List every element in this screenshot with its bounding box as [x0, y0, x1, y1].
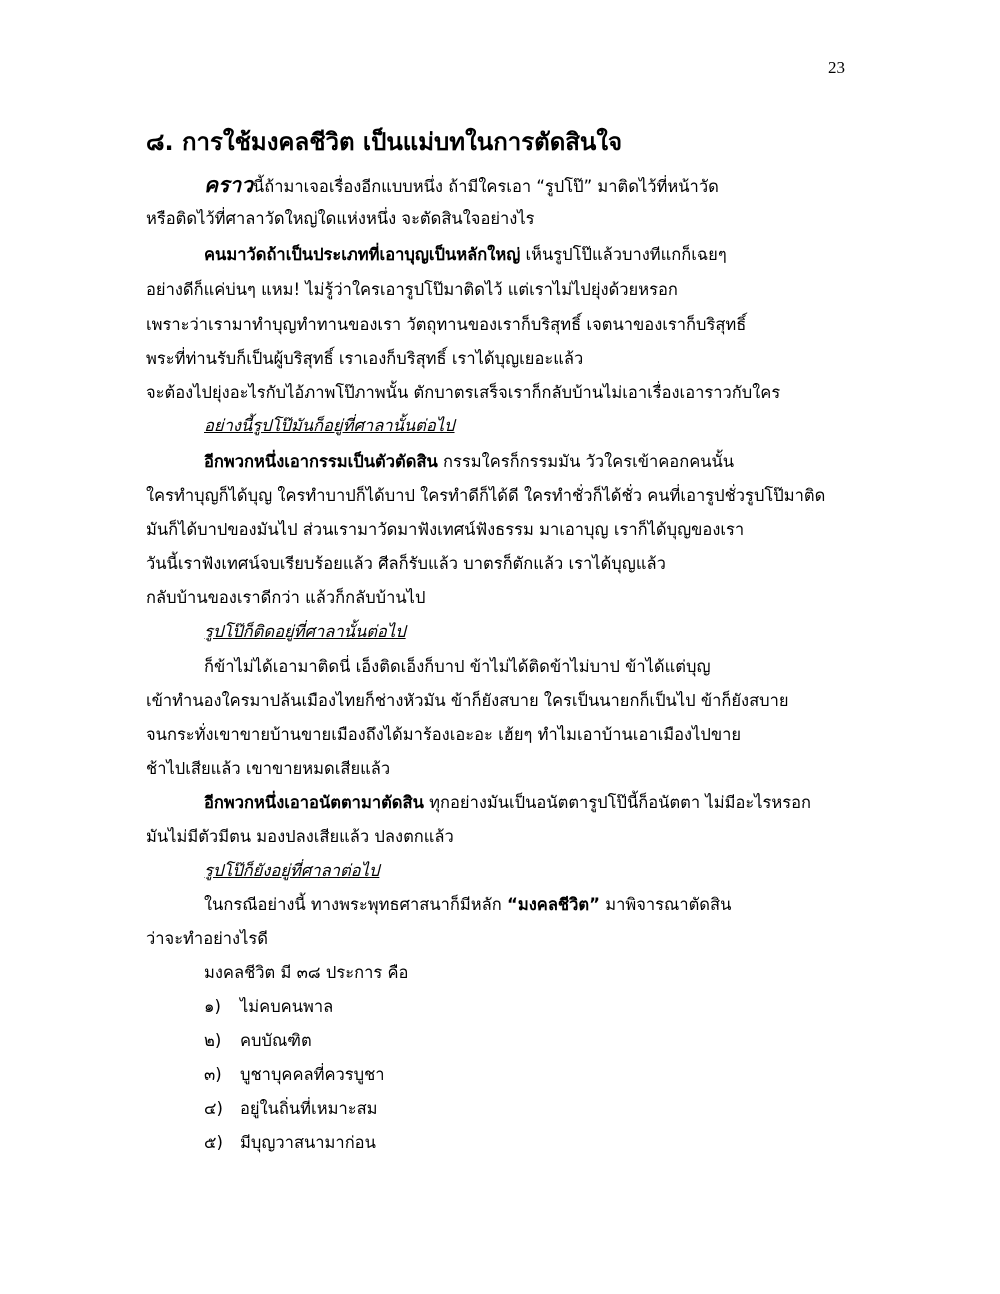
paragraph-2-line-1	[204, 243, 727, 267]
list-item	[204, 1097, 378, 1121]
paragraph-4-line-4: ช้าไปเสียแล้ว เขาขายหมดเสียแล้ว	[146, 759, 391, 778]
p3-line1-text: กรรมใครก็กรรมมัน วัวใครเข้าคอกคนนั้น	[437, 452, 735, 471]
p2-bold-phrase: คนมาวัดถ้าเป็นประเภทที่เอาบุญเป็นหลักใหญ่	[204, 245, 521, 264]
paragraph-4-line-3: จนกระทั่งเขาขายบ้านขายเมืองถึงได้มาร้องเอะอะ เฮ้ยๆ ทำไมเอาบ้านเอาเมืองไปขาย	[146, 725, 742, 744]
list-item-text: บูชาบุคคลที่ควรบูชา	[240, 1065, 385, 1084]
lead-word: คราว	[204, 173, 253, 197]
paragraph-3-line-4: วันนี้เราฟังเทศน์จบเรียบร้อยแล้ว ศีลก็รับแล้ว บาตรก็ตักแล้ว เราได้บุญแล้ว	[146, 554, 666, 573]
paragraph-6-line-2: ว่าจะทำอย่างไรดี	[146, 929, 268, 948]
list-item-number: ๑)	[204, 997, 221, 1016]
list-item-text: คบบัณฑิต	[240, 1031, 312, 1050]
paragraph-5-line-2: มันไม่มีตัวมีตน มองปลงเสียแล้ว ปลงตกแล้ว	[146, 827, 454, 846]
p6-line1-pre: ในกรณีอย่างนี้ ทางพระพุทธศาสนาก็มีหลัก	[204, 895, 507, 914]
paragraph-2-conclusion: อย่างนี้รูปโป๊มันก็อยู่ที่ศาลานั้นต่อไป	[204, 416, 455, 435]
paragraph-2-line-5: จะต้องไปยุ่งอะไรกับไอ้ภาพโป๊ภาพนั้น ตักบาตรเสร็จเราก็กลับบ้านไม่เอาเรื่องเอาราวกับใคร	[146, 383, 781, 402]
section-heading: ๘. การใช้มงคลชีวิต เป็นแม่บทในการตัดสินใจ	[146, 128, 623, 156]
paragraph-4-line-1: ก็ข้าไม่ได้เอามาติดนี่ เอ็งติดเอ็งก็บาป ข้าไม่ได้ติดข้าไม่บาป ข้าได้แต่บุญ	[204, 657, 711, 676]
list-item	[204, 995, 333, 1019]
list-item-text: มีบุญวาสนามาก่อน	[240, 1133, 376, 1152]
list-item-text: อยู่ในถิ่นที่เหมาะสม	[240, 1099, 378, 1118]
paragraph-3-line-3: มันก็ได้บาปของมันไป ส่วนเรามาวัดมาฟังเทศน์ฟังธรรม มาเอาบุญ เราก็ได้บุญของเรา	[146, 520, 745, 539]
p5-bold-phrase: อีกพวกหนึ่งเอาอนัตตามาตัดสิน	[204, 793, 424, 812]
list-item-number: ๔)	[204, 1099, 223, 1118]
paragraph-2-line-4: พระที่ท่านรับก็เป็นผู้บริสุทธิ์ เราเองก็บริสุทธิ์ เราได้บุญเยอะแล้ว	[146, 349, 584, 368]
paragraph-1-line-2: หรือติดไว้ที่ศาลาวัดใหญ่ใดแห่งหนึ่ง จะตัดสินใจอย่างไร	[146, 209, 535, 228]
paragraph-5-line-1	[204, 791, 811, 815]
p6-keyword: “มงคลชีวิต”	[507, 895, 600, 914]
p5-line1-text: ทุกอย่างมันเป็นอนัตตารูปโป๊นี้ก็อนัตตา ไม่มีอะไรหรอก	[423, 793, 812, 812]
p3-bold-phrase: อีกพวกหนึ่งเอากรรมเป็นตัวตัดสิน	[204, 452, 438, 471]
paragraph-3-conclusion: รูปโป๊ก็ติดอยู่ที่ศาลานั้นต่อไป	[204, 622, 406, 641]
paragraph-2-line-3: เพราะว่าเรามาทำบุญทำทานของเรา วัตถุทานของเราก็บริสุทธิ์ เจตนาของเราก็บริสุทธิ์	[146, 315, 747, 334]
list-item	[204, 1029, 312, 1053]
paragraph-4-line-2: เข้าทำนองใครมาปล้นเมืองไทยก็ช่างหัวมัน ข้าก็ยังสบาย ใครเป็นนายกก็เป็นไป ข้าก็ยังสบาย	[146, 691, 789, 710]
paragraph-1-line-1	[204, 173, 719, 199]
paragraph-5-conclusion: รูปโป๊ก็ยังอยู่ที่ศาลาต่อไป	[204, 861, 380, 880]
p1-line1-text: นี้ถ้ามาเจอเรื่องอีกแบบหนึ่ง ถ้ามีใครเอา “รูปโป๊” มาติดไว้ที่หน้าวัด	[252, 177, 719, 196]
paragraph-3-line-5: กลับบ้านของเราดีกว่า แล้วก็กลับบ้านไป	[146, 588, 426, 607]
p2-line1-text: เห็นรูปโป๊แล้วบางทีแกก็เฉยๆ	[520, 245, 727, 264]
list-item-number: ๕)	[204, 1133, 223, 1152]
paragraph-3-line-2: ใครทำบุญก็ได้บุญ ใครทำบาปก็ได้บาป ใครทำดีก็ได้ดี ใครทำชั่วก็ได้ชั่ว คนที่เอารูปชั่วรูปโป๊มาติด	[146, 486, 826, 505]
list-item-number: ๓)	[204, 1065, 222, 1084]
list-item	[204, 1063, 385, 1087]
paragraph-2-line-2: อย่างดีก็แค่บ่นๆ แหม! ไม่รู้ว่าใครเอารูปโป๊มาติดไว้ แต่เราไม่ไปยุ่งด้วยหรอก	[146, 280, 678, 299]
page-number: 23	[828, 58, 845, 77]
paragraph-6-line-1	[204, 893, 731, 917]
list-item-number: ๒)	[204, 1031, 222, 1050]
list-item-text: ไม่คบคนพาล	[240, 997, 334, 1016]
list-item	[204, 1131, 376, 1155]
list-intro: มงคลชีวิต มี ๓๘ ประการ คือ	[204, 963, 409, 982]
paragraph-3-line-1	[204, 450, 734, 474]
p6-line1-post: มาพิจารณาตัดสิน	[599, 895, 732, 914]
